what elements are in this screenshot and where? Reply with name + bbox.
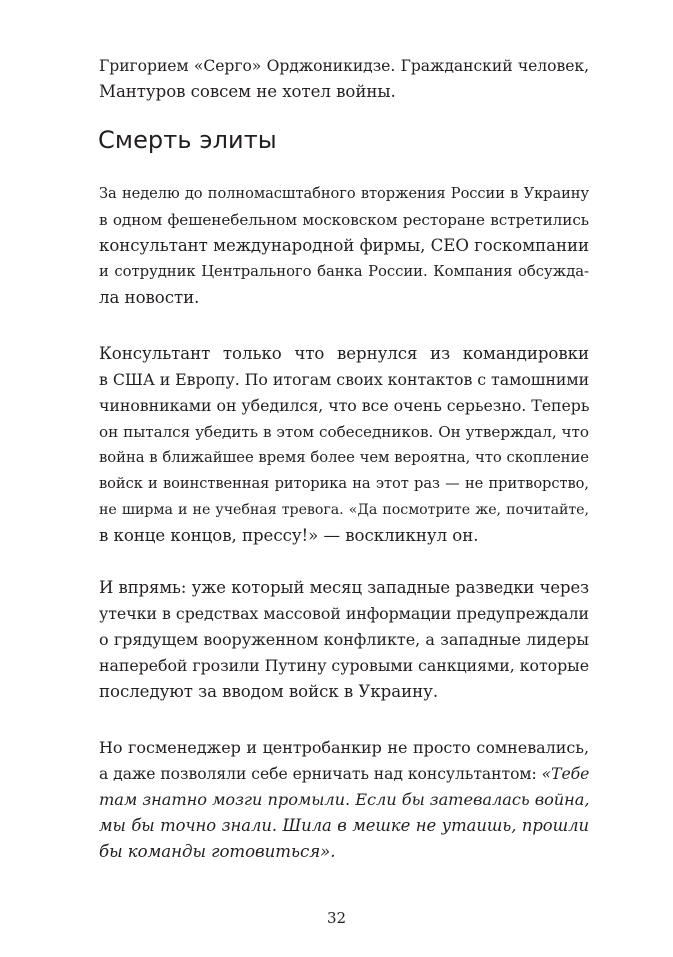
text-run: а даже позволяли себе ерничать над консультантом: <box>99 765 542 783</box>
text-line: За неделю до полномасштабного вторжения России в Украину <box>99 185 589 202</box>
text-line: о грядущем вооруженном конфликте, а западные лидеры <box>99 630 589 649</box>
paragraph-4 <box>99 735 589 865</box>
quote-text: там знатно мозги промыли. Если бы затевалась война, <box>99 790 590 809</box>
text-line: И впрямь: уже который месяц западные разведки через <box>99 578 589 597</box>
quote-text: бы команды готовиться». <box>99 842 336 861</box>
text-line-mixed <box>99 761 589 787</box>
text-line: в США и Европу. По итогам своих контактов с тамошними <box>99 370 590 389</box>
text-line: чиновниками он убедился, что все очень серьезно. Теперь <box>99 396 590 415</box>
text-line: Григорием «Серго» Орджоникидзе. Гражданский человек, <box>99 57 589 75</box>
text-line: в конце концов, прессу!» — воскликнул он. <box>99 526 479 545</box>
text-line: не ширма и не учебная тревога. «Да посмотрите же, почитайте, <box>99 502 589 518</box>
text-line: Мантуров совсем не хотел войны. <box>99 82 396 101</box>
paragraph-1 <box>99 181 589 311</box>
text-line: Консультант только что вернулся из командировки <box>99 344 589 363</box>
text-line: наперебой грозили Путину суровыми санкциями, которые <box>99 656 589 675</box>
quote-text: мы бы точно знали. Шила в мешке не утаишь, прошли <box>99 816 589 835</box>
paragraph-3 <box>99 575 589 705</box>
text-line: война в ближайшее время более чем вероятна, что скопление <box>99 449 589 466</box>
text-line: ла новости. <box>99 288 200 307</box>
text-line: и сотрудник Центрального банка России. Компания обсужда- <box>99 263 589 280</box>
page-number: 32 <box>326 909 347 927</box>
text-line: последуют за вводом войск в Украину. <box>99 682 439 701</box>
section-title: Смерть элиты <box>98 126 277 154</box>
quote-text: «Тебе <box>541 765 590 783</box>
text-line: консультант международной фирмы, CEO госкомпании <box>99 236 589 255</box>
text-line: утечки в средствах массовой информации предупреждали <box>99 604 589 623</box>
text-line: он пытался убедить в этом собеседников. Он утверждал, что <box>99 423 589 441</box>
text-line: Но госменеджер и центробанкир не просто сомневались, <box>99 738 589 757</box>
text-line: в одном фешенебельном московском ресторане встретились <box>99 211 589 229</box>
paragraph-2 <box>99 341 589 549</box>
text-line: войск и воинственная риторика на этот раз — не притворство, <box>99 475 589 492</box>
intro-paragraph <box>99 53 589 105</box>
